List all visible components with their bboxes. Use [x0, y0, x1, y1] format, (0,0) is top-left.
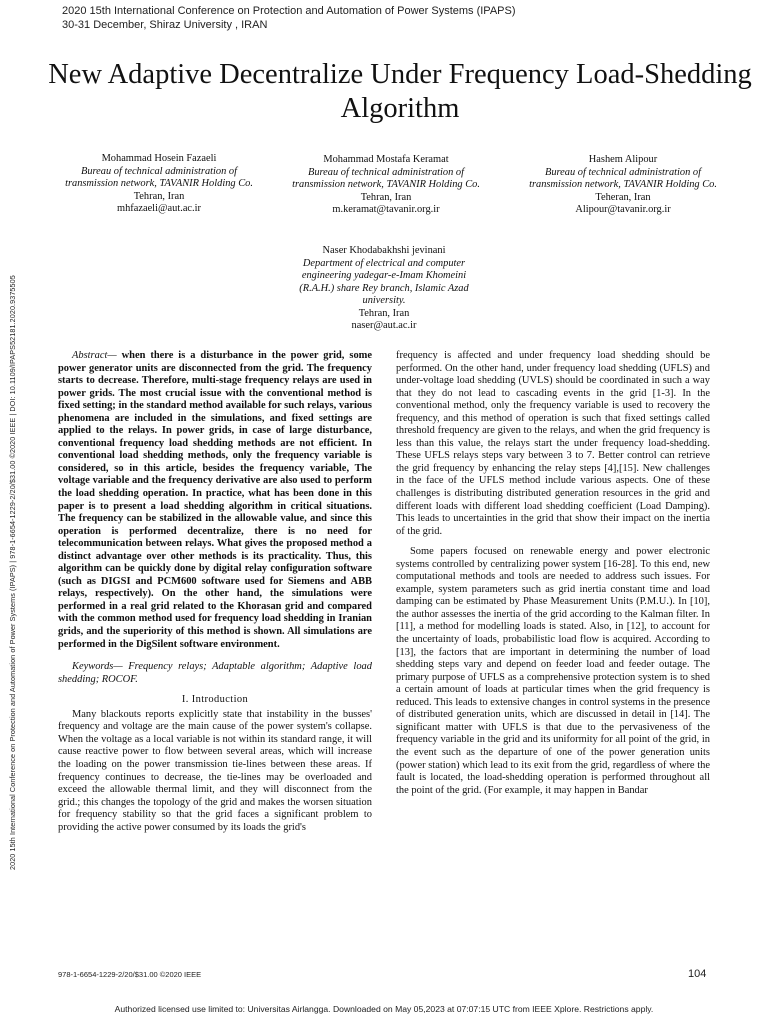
- author-affiliation: Department of electrical and computer engineering yadegar-e-Imam Khomeini (R.A.H.) share Rey branch, Islamic Azad university.: [299, 257, 469, 306]
- author-block-2: [288, 154, 484, 217]
- author-name: Mohammad Hosein Fazaeli: [101, 153, 217, 164]
- right-paragraph-2: Some papers focused on renewable energy and power electronic systems controlled by centralizing power system [16-28]. To this end, new computational methods and tools are needed to address such issues. For example, system parameters such as grid inertia constant time and load damping can be estimated by Phase Measurement Units (P.M.U.). In [10], the author assesses the inertia of the grid according to the Kalman filter. In [11], a method for modelling loads is stated. Also, in [12], to account for the uncertainty of loads, probabilistic load flow is acquired. According to [13], the factors that are important in determining the number of load shedding steps vary and depend on feeder load and feeder outage. The primary purpose of UFLS as a comprehensive protection system is to shed a certain amount of loads at particular times when the grid frequency is reduced. This leads to extensive changes in control systems in the presence of distributed generation units, which are discussed in detail in [14]. The significant matter with UFLS is that due to the pervasiveness of the frequency variable in the grid and its uniformity for all point of the grid, in the event such as the departure of one of the power generation units (power station) which lead to its exit from the grid, regardless of where the fault is located, the load-shedding operation is performed throughout all the point of the grid. (For example, it may happen in Bandar: [396, 546, 710, 796]
- keywords-text: Frequency relays; Adaptable algorithm; Adaptive load shedding; ROCOF.: [58, 661, 372, 685]
- conference-header: [62, 4, 516, 32]
- abstract: [58, 350, 372, 651]
- page-number: 104: [688, 968, 707, 980]
- author-affiliation: Bureau of technical administration of transmission network, TAVANIR Holding Co.: [292, 166, 480, 190]
- paper-title: New Adaptive Decentralize Under Frequency Load-Shedding Algorithm: [48, 59, 752, 124]
- keywords-lead: Keywords—: [72, 661, 123, 673]
- author-block-1: [56, 153, 262, 216]
- author-location: Tehran, Iran: [360, 191, 412, 203]
- footer-copyright: 978-1-6654-1229-2/20/$31.00 ©2020 IEEE: [58, 970, 202, 979]
- author-affiliation: Bureau of technical administration of transmission network, TAVANIR Holding Co.: [529, 166, 717, 190]
- intro-paragraph-1: Many blackouts reports explicitly state that instability in the busses' frequency and voltage are the main cause of the power system's collapse. When the voltage as a local variable is not within its standard range, it will cause reactive power to flow between several areas, which will increase the loading on the power transmission tie-lines between these areas. If frequency continues to decrease, the tie-lines may be overloaded and exceed the allowable thermal limit, and they will disconnect from the grid.; this changes the topology of the grid and makes the worsen situation for frequency stability so that the grid faces a significant problem to providing the active power consumed by its loads the grid's: [58, 708, 372, 833]
- abstract-lead: Abstract—: [72, 350, 117, 361]
- conference-line-1: 2020 15th International Conference on Protection and Automation of Power Systems (IPAPS): [62, 5, 516, 17]
- side-doi-note: 2020 15th International Conference on Protection and Automation of Power Systems (IPAPS) | 978-1-6654-1229-2/20/$31.00 ©2020 IEEE | DOI: 10.1109/IPAPS52181.2020.9375505: [8, 275, 17, 870]
- right-column: [396, 350, 710, 797]
- author-name: Hashem Alipour: [588, 154, 658, 165]
- author-name: Mohammad Mostafa Keramat: [323, 154, 449, 165]
- license-notice: Authorized licensed use limited to: Universitas Airlangga. Downloaded on May 05,2023 at 07:07:15 UTC from IEEE Xplore. Restrictions apply.: [114, 1004, 654, 1014]
- conference-line-2: 30-31 December, Shiraz University , IRAN: [62, 19, 268, 31]
- author-email: m.keramat@tavanir.org.ir: [332, 204, 440, 215]
- author-block-4: [286, 245, 482, 333]
- author-affiliation: Bureau of technical administration of transmission network, TAVANIR Holding Co.: [65, 165, 253, 189]
- section-heading-introduction: I. Introduction: [181, 694, 249, 706]
- author-location: Tehran, Iran: [358, 307, 410, 319]
- author-email: naser@aut.ac.ir: [351, 320, 417, 331]
- right-paragraph-1: frequency is affected and under frequency load shedding should be performed. On the other hand, under frequency load shedding (UFLS) and under-voltage load shedding (UVLS) should be coordinated in such a way that they do not lead to cascading events in the grid [1-3]. In the conventional method, only the frequency variable is used to recovery the frequency, and this method of operation is such that fixed settings called threshold frequency are given to the relays, and when the grid frequency is less than this value, the relays start the under frequency load-shedding. These UFLS relays steps vary between 3 to 7. Better control can retrieve the grid frequency by enhancing the relay steps [4],[15]. New challenges in the face of the UFLS method include various aspects. One of these challenges is distributing distributed generation resources in the grid and different loads with different load shedding coefficient (Load Damping). This leads to uncertainties in the grid that show their impact on the inertia of the grid.: [396, 350, 710, 537]
- author-name: Naser Khodabakhshi jevinani: [322, 245, 446, 256]
- left-column: [58, 350, 372, 834]
- author-email: Alipour@tavanir.org.ir: [575, 204, 671, 215]
- author-email: mhfazaeli@aut.ac.ir: [117, 203, 201, 214]
- author-location: Tehran, Iran: [133, 190, 185, 202]
- keywords: [58, 661, 372, 686]
- abstract-text: when there is a disturbance in the power grid, some power generator units are disconnected from the grid. The frequency starts to decrease. Therefore, multi-stage frequency relays are used in power grids. The most crucial issue with the conventional method is fixed setting; in the standard method available for such relays, various phenomena are included in the simulations, and fixed settings are applied to the relays. In power grids, in case of large disturbance, conventional frequency load shedding methods are not efficient. In conventional load shedding methods, only the frequency variable is considered, so in this article, besides the frequency variable, The voltage variable and the frequency derivative are also used to perform the load shedding operation. In practice, what has been done in this paper is to present a load shedding algorithm in critical situations. The frequency can be stabilized in the allowable value, and since this operation is performed decentralize, there is no need for telecommunication between relays. What gives the proposed method a distinct advantage over other methods is its practicality. Thus, this algorithm can be quickly done by digital relay configuration software (such as DIGSI and PCM600 software used for Siemens and ABB relays, respectively). On the other hand, the simulations were performed in a real grid related to the Khorasan grid and compared with the common method used for frequency load shedding in Iranian grids, and the superiority of this method is shown. All simulations are performed in the DigSilent software environment.: [58, 350, 372, 650]
- author-block-3: [520, 154, 726, 217]
- author-location: Teheran, Iran: [595, 191, 651, 203]
